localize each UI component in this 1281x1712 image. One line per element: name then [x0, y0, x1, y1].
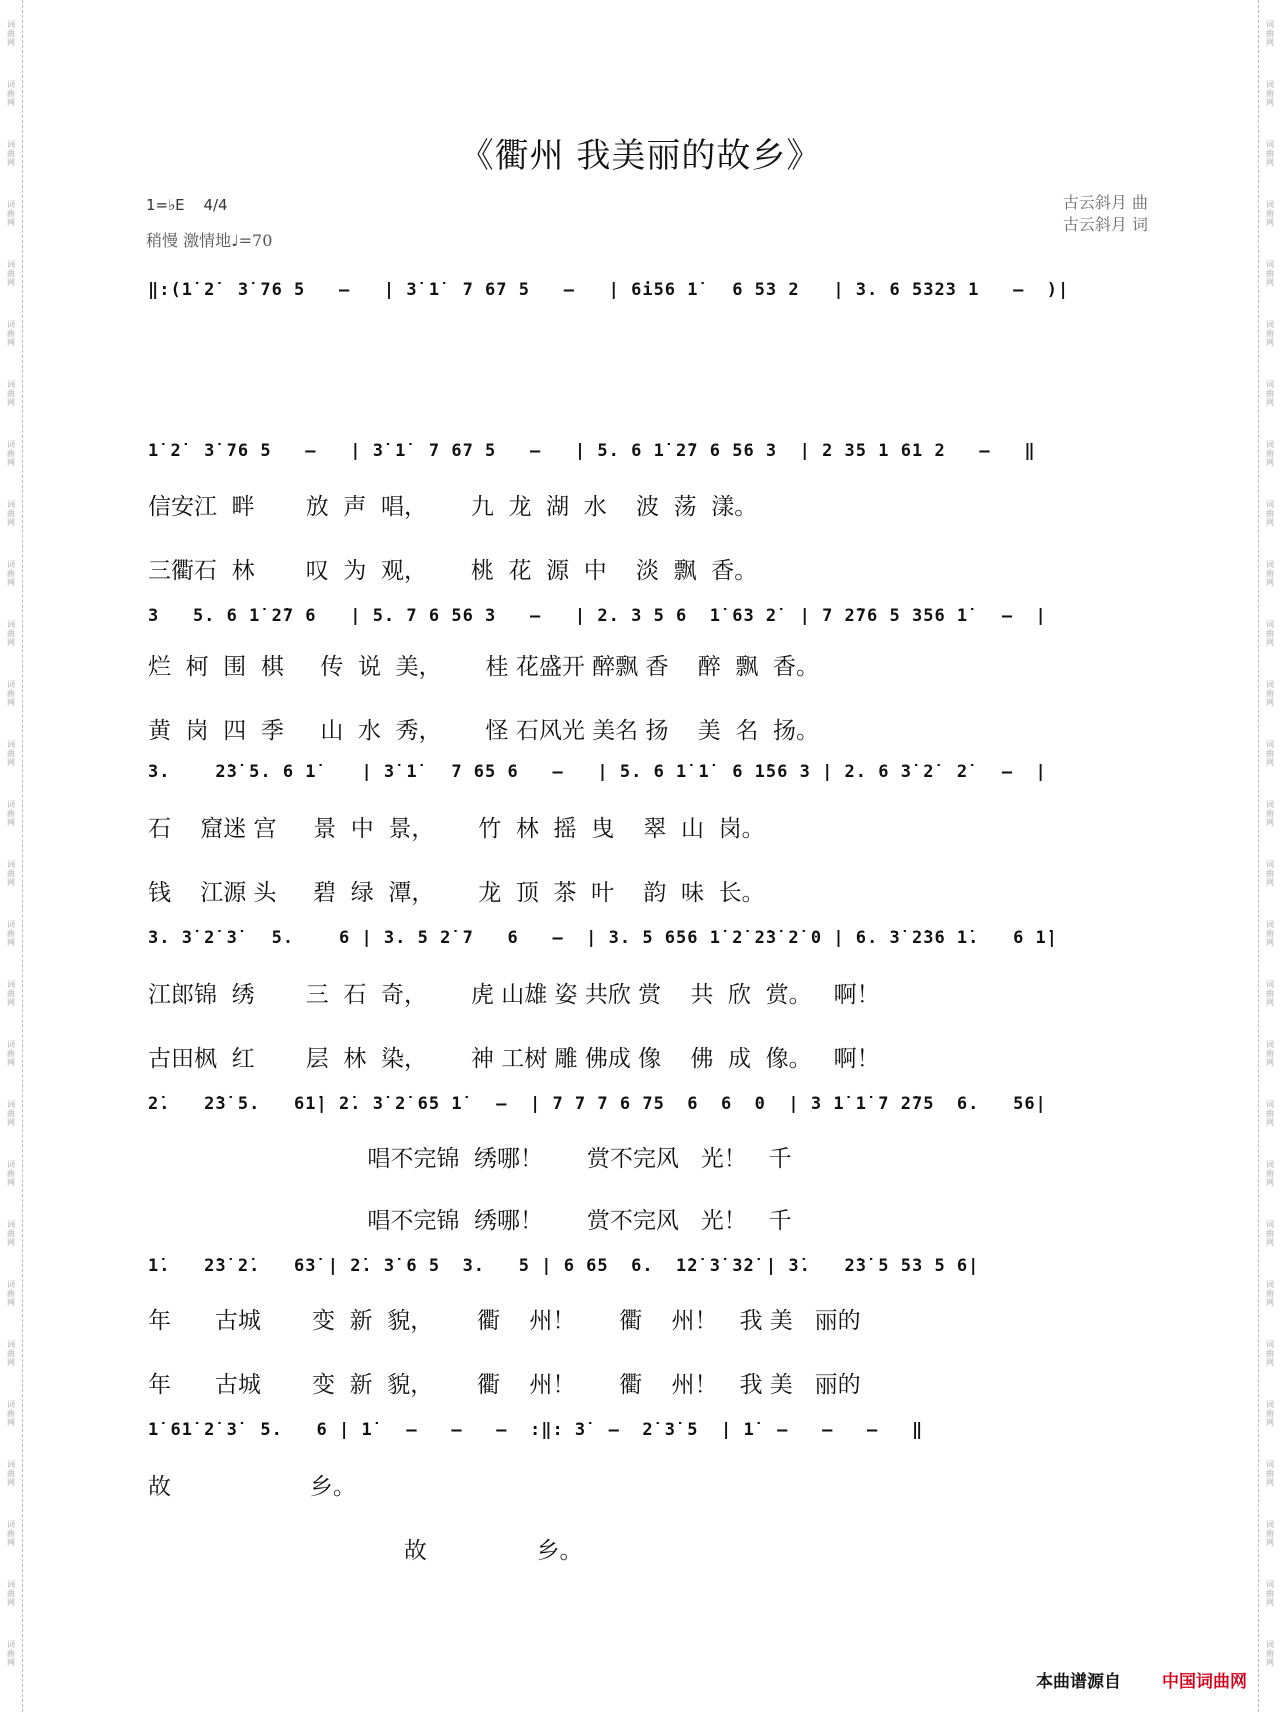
watermark-mark: 词 曲 网 [1266, 440, 1274, 467]
lyric-line-3: 烂 柯 围 棋 传 说 美， 桂 花盛开 醉飘 香 醉 飘 香。 [148, 654, 819, 680]
watermark-mark: 词 曲 网 [7, 1640, 15, 1667]
watermark-mark: 词 曲 网 [7, 1520, 15, 1547]
watermark-mark: 词 曲 网 [1266, 1280, 1274, 1307]
watermark-mark: 词 曲 网 [7, 1280, 15, 1307]
notation-line-1: 1̇ 2̇ 3̇ 76 5 – | 3̇ 1̇ 7 67 5 – | 5. 6 1̇ 2̇7 6 56 3 | 2 35 1 61 2 – ‖ [148, 441, 1036, 461]
lyric-line-5: 石 窟迷 宫 景 中 景， 竹 林 摇 曳 翠 山 岗。 [148, 816, 765, 842]
lyric-line-4: 黄 岗 四 季 山 水 秀， 怪 石风光 美名 扬 美 名 扬。 [148, 718, 819, 744]
footer-brand-link[interactable]: 中国词曲网 [1162, 1672, 1247, 1692]
lyric-line-9: 唱不完锦 绣哪！ 赏不完风 光！ 千 [148, 1146, 792, 1172]
watermark-mark: 词 曲 网 [1266, 1460, 1274, 1487]
time-signature: 4/4 [203, 196, 228, 214]
watermark-mark: 词 曲 网 [1266, 500, 1274, 527]
watermark-mark: 词 曲 网 [7, 380, 15, 407]
watermark-mark: 词 曲 网 [1266, 1580, 1274, 1607]
lyric-line-10: 唱不完锦 绣哪！ 赏不完风 光！ 千 [148, 1208, 792, 1234]
watermark-mark: 词 曲 网 [1266, 560, 1274, 587]
watermark-mark: 词 曲 网 [7, 1160, 15, 1187]
watermark-mark: 词 曲 网 [7, 80, 15, 107]
watermark-mark: 词 曲 网 [1266, 140, 1274, 167]
lyricist-credit: 古云斜月 词 [1062, 215, 1148, 234]
lyric-line-7: 江郎锦 绣 三 石 奇， 虎 山雄 姿 共欣 赏 共 欣 赏。 啊！ [148, 982, 880, 1008]
watermark-mark: 词 曲 网 [1266, 860, 1274, 887]
lyric-line-2: 三衢石 林 叹 为 观， 桃 花 源 中 淡 飘 香。 [148, 558, 758, 584]
notation-line-3: 3. 2̇3̇ 5. 6 1̇ | 3̇ 1̇ 7 65 6 – | 5. 6 1̇ 1̇ 6 1̇56 3 | 2. 6 3̇ 2̇ 2̇ – | [148, 762, 1047, 782]
notation-line-6: 1̇. 2̇3̇ 2̇. 63̇ | 2̇. 3̇ 6 5 3. 5 | 6 65 6. 1̇2̇ 3̇ 3̇2̇ | 3̇. 2̇3̇ 5 53 5 6| [148, 1256, 980, 1276]
watermark-mark: 词 曲 网 [1266, 620, 1274, 647]
lyric-line-6: 钱 江源 头 碧 绿 潭， 龙 顶 茶 叶 韵 味 长。 [148, 880, 765, 906]
watermark-mark: 词 曲 网 [1266, 740, 1274, 767]
watermark-mark: 词 曲 网 [1266, 1400, 1274, 1427]
watermark-mark: 词 曲 网 [1266, 1520, 1274, 1547]
watermark-mark: 词 曲 网 [7, 800, 15, 827]
tempo-marking: 稍慢 激情地♩=70 [146, 231, 273, 250]
watermark-mark: 词 曲 网 [7, 140, 15, 167]
watermark-mark: 词 曲 网 [7, 500, 15, 527]
watermark-mark: 词 曲 网 [7, 20, 15, 47]
watermark-mark: 词 曲 网 [7, 980, 15, 1007]
notation-line-5: 2̇. 2̇3̇ 5. 61̇| 2̇. 3̇ 2̇ 65 1̇ – | 7 7 7 6 75 6 6 0 | 3 1̇ 1̇ 7 2̇75 6. 56| [148, 1094, 1047, 1114]
song-title: 《衢州 我美丽的故乡》 [459, 136, 822, 176]
watermark-mark: 词 曲 网 [1266, 200, 1274, 227]
lyric-line-14: 故 乡。 [148, 1538, 583, 1564]
notation-line-4: 3. 3̇ 2̇ 3̇ 5. 6 | 3. 5 2̇ 7 6 – | 3. 5 656 1̇ 2̇ 2̇3̇ 2̇ 0 | 6. 3̇ 2̇36 1̇. 6 1̇| [148, 928, 1059, 948]
watermark-mark: 词 曲 网 [7, 320, 15, 347]
left-watermark-strip [0, 0, 23, 1712]
watermark-mark: 词 曲 网 [1266, 20, 1274, 47]
watermark-mark: 词 曲 网 [1266, 920, 1274, 947]
notation-line-7: 1̇ 61̇ 2̇ 3̇ 5. 6 | 1̇ – – – :‖: 3̇ – 2̇ 3̇ 5 | 1̇ – – – ‖ [148, 1420, 924, 1440]
watermark-mark: 词 曲 网 [7, 1220, 15, 1247]
watermark-mark: 词 曲 网 [1266, 800, 1274, 827]
watermark-mark: 词 曲 网 [7, 740, 15, 767]
watermark-mark: 词 曲 网 [1266, 260, 1274, 287]
watermark-mark: 词 曲 网 [1266, 1100, 1274, 1127]
watermark-mark: 词 曲 网 [1266, 1340, 1274, 1367]
watermark-mark: 词 曲 网 [1266, 320, 1274, 347]
watermark-mark: 词 曲 网 [7, 920, 15, 947]
watermark-mark: 词 曲 网 [7, 440, 15, 467]
watermark-mark: 词 曲 网 [7, 200, 15, 227]
composer-credit: 古云斜月 曲 [1062, 193, 1148, 212]
watermark-mark: 词 曲 网 [1266, 1160, 1274, 1187]
lyric-line-13: 故 乡。 [148, 1474, 356, 1500]
watermark-mark: 词 曲 网 [1266, 1220, 1274, 1247]
watermark-mark: 词 曲 网 [7, 1040, 15, 1067]
watermark-mark: 词 曲 网 [1266, 1640, 1274, 1667]
watermark-mark: 词 曲 网 [7, 620, 15, 647]
footer-source-label: 本曲谱源自 [1036, 1672, 1121, 1692]
right-watermark-strip [1258, 0, 1281, 1712]
watermark-mark: 词 曲 网 [1266, 80, 1274, 107]
lyric-line-1: 信安江 畔 放 声 唱， 九 龙 湖 水 波 荡 漾。 [148, 494, 758, 520]
watermark-mark: 词 曲 网 [1266, 1040, 1274, 1067]
notation-line-intro: ‖:(1̇ 2̇ 3̇ 76 5 – | 3̇ 1̇ 7 67 5 – | 6i56 1̇ 6 53 2 | 3. 6 5323 1 – )| [148, 280, 1070, 300]
watermark-mark: 词 曲 网 [7, 560, 15, 587]
watermark-mark: 词 曲 网 [7, 260, 15, 287]
notation-line-2: 3 5. 6 1̇ 2̇7 6 | 5. 7 6 56 3 – | 2. 3 5 6 1̇ 63 2̇ | 7 2̇76 5 356 1̇ – | [148, 606, 1047, 626]
watermark-mark: 词 曲 网 [7, 860, 15, 887]
watermark-mark: 词 曲 网 [1266, 980, 1274, 1007]
key-value: 1=♭E [146, 196, 185, 214]
watermark-mark: 词 曲 网 [7, 1400, 15, 1427]
watermark-mark: 词 曲 网 [1266, 380, 1274, 407]
watermark-mark: 词 曲 网 [7, 1100, 15, 1127]
watermark-mark: 词 曲 网 [7, 1340, 15, 1367]
lyric-line-8: 古田枫 红 层 林 染， 神 工树 雕 佛成 像 佛 成 像。 啊！ [148, 1046, 880, 1072]
watermark-mark: 词 曲 网 [7, 1580, 15, 1607]
watermark-mark: 词 曲 网 [7, 680, 15, 707]
lyric-line-11: 年 古城 变 新 貌， 衢 州！ 衢 州！ 我 美 丽的 [148, 1308, 861, 1334]
watermark-mark: 词 曲 网 [1266, 680, 1274, 707]
lyric-line-12: 年 古城 变 新 貌， 衢 州！ 衢 州！ 我 美 丽的 [148, 1372, 861, 1398]
watermark-mark: 词 曲 网 [7, 1460, 15, 1487]
key-signature [146, 196, 228, 214]
